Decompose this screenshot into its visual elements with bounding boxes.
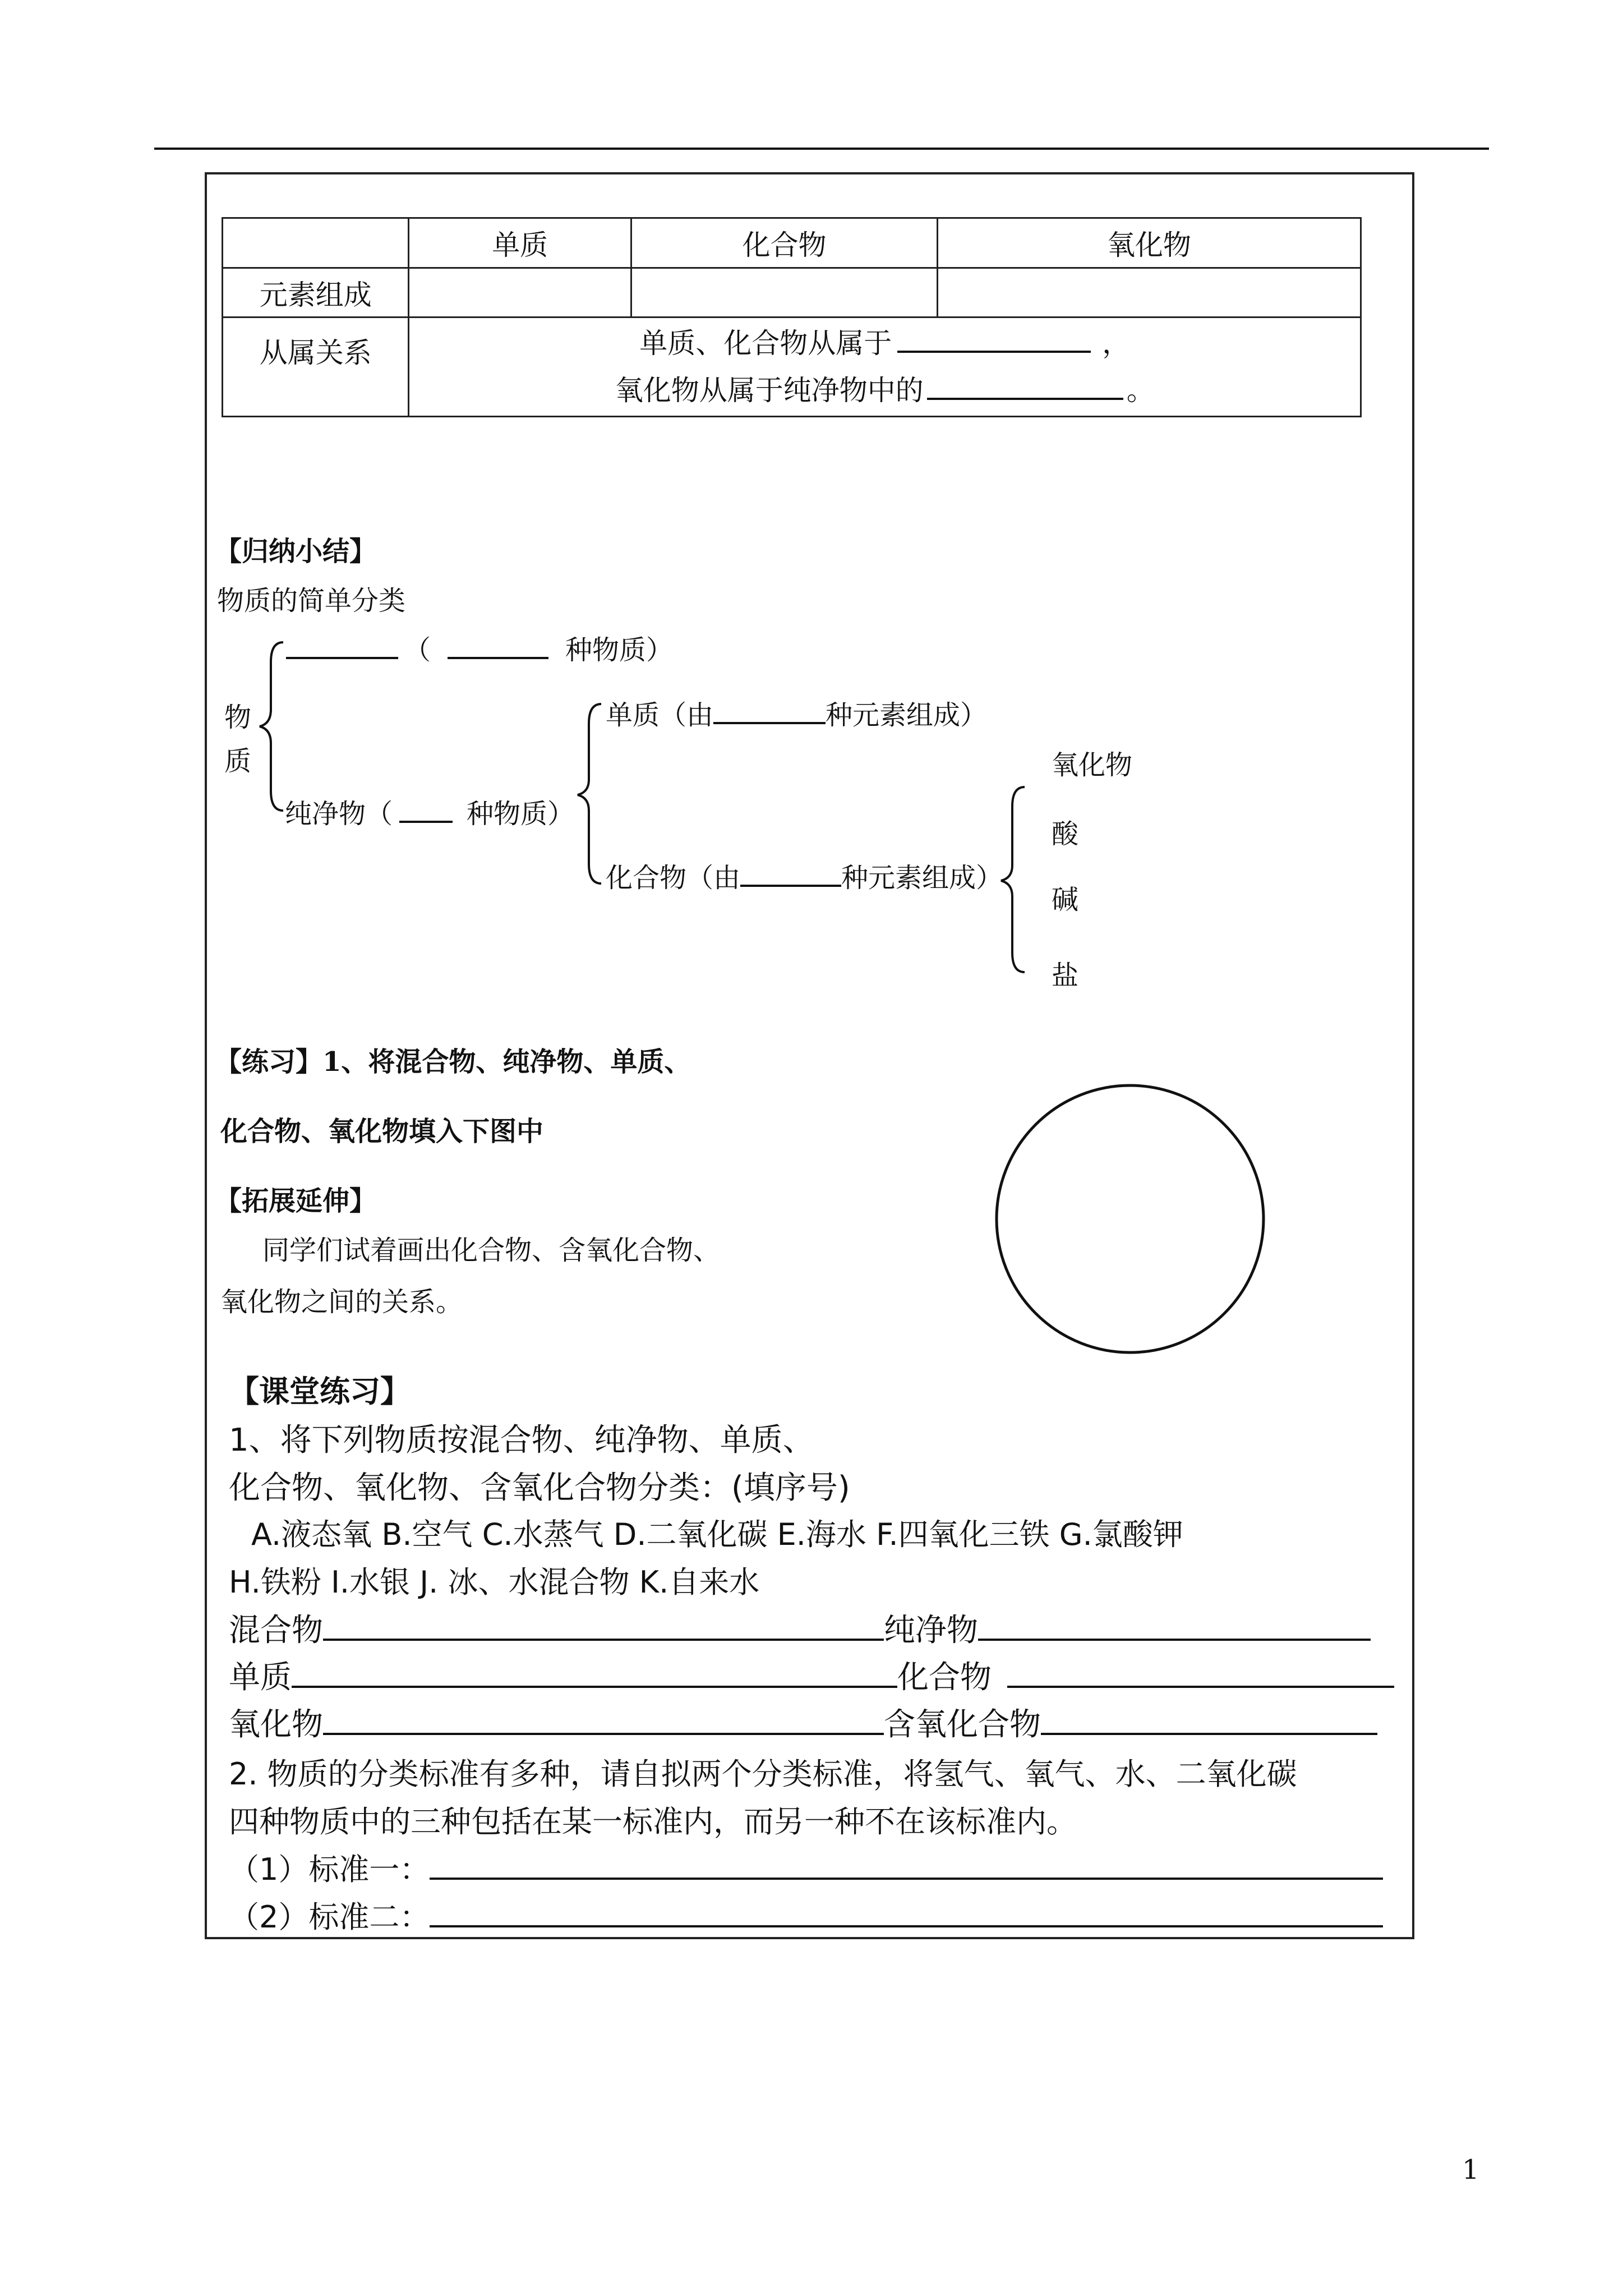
options-line: A.液态氧 B.空气 C.水蒸气 D.二氧化碳 E.海水 F.四氧化三铁 G.氯酸钾	[251, 1517, 1183, 1552]
q2-line: 四种物质中的三种包括在某一标准内，而另一种不在该标准内。	[229, 1804, 1077, 1839]
answer-blank[interactable]	[430, 1925, 1383, 1927]
options-line: H.铁粉 I.水银 J. 冰、水混合物 K.自来水	[229, 1565, 760, 1600]
standard-row: （2）标准二：	[229, 1893, 1383, 1936]
row-label: 从属关系	[223, 318, 409, 417]
table-row	[223, 268, 1361, 318]
answer-blank[interactable]	[1041, 1733, 1377, 1735]
extension-line: 氧化物之间的关系。	[220, 1286, 463, 1318]
relation-text: 单质、化合物从属于	[639, 327, 892, 360]
practice-line: 化合物、氧化物填入下图中	[220, 1116, 544, 1147]
standard-row: （1）标准一：	[229, 1846, 1383, 1889]
extension-heading: 【拓展延伸】	[215, 1185, 377, 1217]
pure-brace	[572, 701, 606, 886]
tree-root-char: 质	[224, 746, 252, 777]
practice-line: 【练习】1、将混合物、纯净物、单质、	[215, 1046, 691, 1078]
classroom-heading: 【课堂练习】	[229, 1373, 411, 1409]
header-rule	[154, 148, 1489, 150]
answer-blank[interactable]	[1007, 1686, 1394, 1688]
tree-sub-oxide: 氧化物	[1052, 749, 1133, 781]
answer-blank[interactable]	[323, 1733, 884, 1735]
q2-line: 2. 物质的分类标准有多种，请自拟两个分类标准，将氢气、氧气、水、二氧化碳	[229, 1756, 1297, 1792]
tree-compound: 化合物（由 种元素组成）	[606, 862, 1003, 894]
root-brace	[255, 639, 289, 813]
answer-blank[interactable]	[897, 351, 1091, 353]
page-number: 1	[1462, 2154, 1479, 2185]
answer-row: 单质 化合物	[229, 1653, 1394, 1697]
answer-row: 混合物 纯净物	[229, 1605, 1371, 1650]
answer-cell[interactable]	[938, 268, 1361, 318]
answer-blank[interactable]	[978, 1639, 1371, 1641]
answer-blank[interactable]	[430, 1878, 1383, 1880]
table-header-row	[223, 218, 1361, 268]
table-row	[223, 318, 1361, 417]
table-header-cell	[223, 218, 409, 268]
answer-blank[interactable]	[448, 657, 548, 659]
answer-blank[interactable]	[292, 1686, 897, 1688]
table-header-cell: 单质	[409, 218, 631, 268]
relation-text: 氧化物从属于纯净物中的	[615, 374, 924, 407]
table-header-cell: 化合物	[631, 218, 937, 268]
compound-brace	[995, 784, 1029, 975]
summary-heading: 【归纳小结】	[215, 536, 377, 567]
answer-cell[interactable]	[409, 268, 631, 318]
answer-blank[interactable]	[927, 398, 1123, 400]
table-header-cell: 氧化物	[938, 218, 1361, 268]
tree-sub-salt: 盐	[1052, 960, 1079, 991]
answer-blank[interactable]	[740, 885, 841, 887]
extension-line: 同学们试着画出化合物、含氧化合物、	[262, 1235, 721, 1266]
tree-element: 单质（由 种元素组成）	[606, 700, 988, 731]
answer-cell[interactable]	[631, 268, 937, 318]
classification-table	[222, 217, 1362, 417]
answer-blank[interactable]	[713, 722, 826, 724]
tree-pure: 纯净物（ 种物质）	[285, 798, 575, 830]
drawing-circle[interactable]	[993, 1082, 1267, 1356]
tree-mixture: （ 种物质）	[286, 628, 673, 667]
relation-text: 。	[1126, 374, 1155, 407]
answer-blank[interactable]	[286, 657, 398, 659]
answer-blank[interactable]	[323, 1639, 884, 1641]
answer-row: 氧化物 含氧化合物	[229, 1700, 1377, 1745]
summary-subtitle: 物质的简单分类	[217, 585, 406, 616]
row-label: 元素组成	[223, 268, 409, 318]
q1-line: 1、将下列物质按混合物、纯净物、单质、	[229, 1422, 814, 1458]
answer-blank[interactable]	[399, 821, 453, 823]
tree-sub-acid: 酸	[1052, 818, 1079, 850]
tree-root-char: 物	[224, 702, 252, 733]
q1-line: 化合物、氧化物、含氧化合物分类：(填序号)	[229, 1470, 850, 1506]
tree-sub-base: 碱	[1052, 884, 1079, 915]
relation-cell	[409, 318, 1361, 417]
relation-text: ，	[1102, 327, 1131, 360]
